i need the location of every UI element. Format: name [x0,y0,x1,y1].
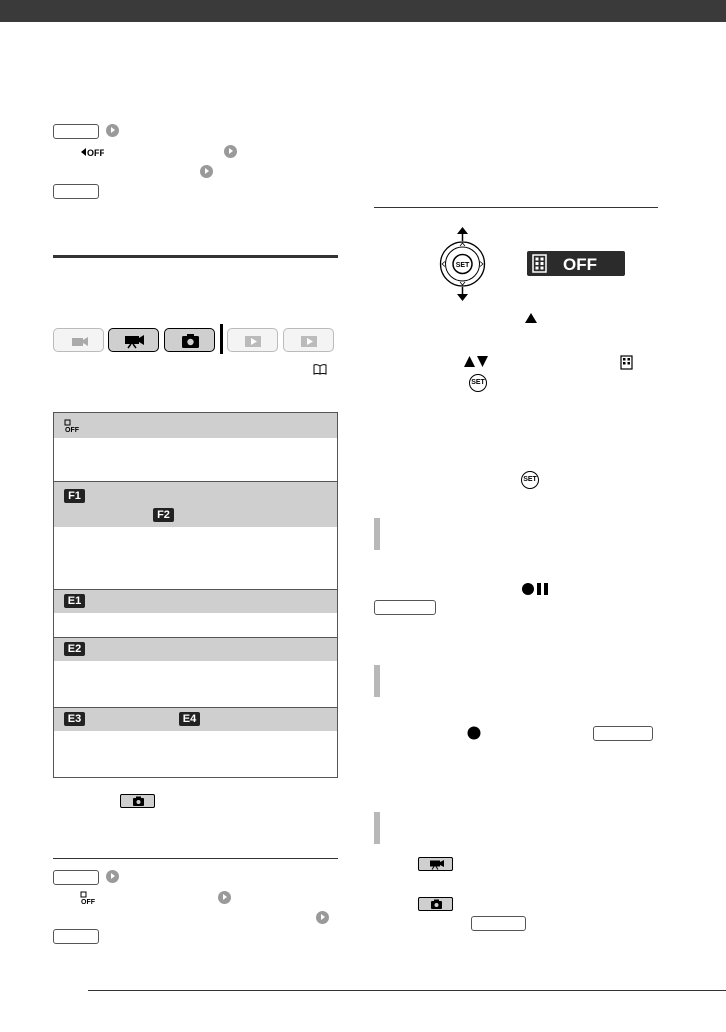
section-bar [374,665,380,697]
effect-e1-tag: E1 [64,594,85,608]
svg-text:OFF: OFF [81,899,95,905]
effect-off-icon [64,419,86,433]
settings-table [53,412,338,778]
movie-mode-icon [418,857,453,871]
arrow-right-icon [316,911,329,924]
section-rule [53,858,338,859]
fader-f1-tag: F1 [64,489,85,503]
footer-rule [88,990,726,991]
set-button-icon: SET [521,471,539,489]
effect-mini-icon [620,355,634,370]
record-icon [467,726,481,740]
photo-mode-icon [120,794,155,808]
arrow-right-icon [218,891,231,904]
mode-movie-icon [108,328,159,352]
photo-mode-icon [418,897,453,911]
mode-photo-icon [164,328,215,352]
svg-text:OFF: OFF [87,148,104,158]
svg-text:OFF: OFF [65,427,79,433]
table-row-e1-header [54,590,337,613]
section-bar [374,812,380,844]
svg-text:OFF: OFF [563,255,597,274]
image-stabilizer-off-icon [80,145,104,159]
start-stop-button [593,726,653,741]
section-rule [374,207,658,208]
photo-button [471,916,526,931]
up-down-arrow-icon [463,355,489,368]
section-rule [53,255,338,258]
effect-e2-tag: E2 [64,642,85,656]
table-row-off-header [54,413,337,438]
mode-divider [220,324,223,354]
func-button [53,929,99,944]
mode-play-movie-icon [227,328,278,352]
func-button [53,870,99,885]
record-pause-icon [521,582,553,596]
effect-e3-tag: E3 [64,712,85,726]
section-bar [374,518,380,550]
set-button-icon: SET [469,374,487,392]
func-button [53,184,99,199]
func-button [53,124,99,139]
effect-e4-tag: E4 [179,712,200,726]
book-icon [313,362,327,373]
table-row-e2-header [54,638,337,661]
svg-text:SET: SET [455,262,470,269]
mode-play-photo-icon [283,328,334,352]
arrow-right-icon [224,145,237,158]
effect-off-display [527,251,625,276]
arrow-right-icon [106,124,119,137]
arrow-right-icon [200,165,213,178]
start-stop-button [374,600,436,615]
header-bar [0,0,726,22]
table-row-fader-header [54,482,337,527]
fader-f2-tag: F2 [153,508,174,522]
joystick-icon [435,226,490,302]
up-arrow-icon [524,311,538,323]
arrow-right-icon [106,870,119,883]
mode-auto-movie-icon [53,328,104,352]
effect-off-icon [80,891,102,905]
